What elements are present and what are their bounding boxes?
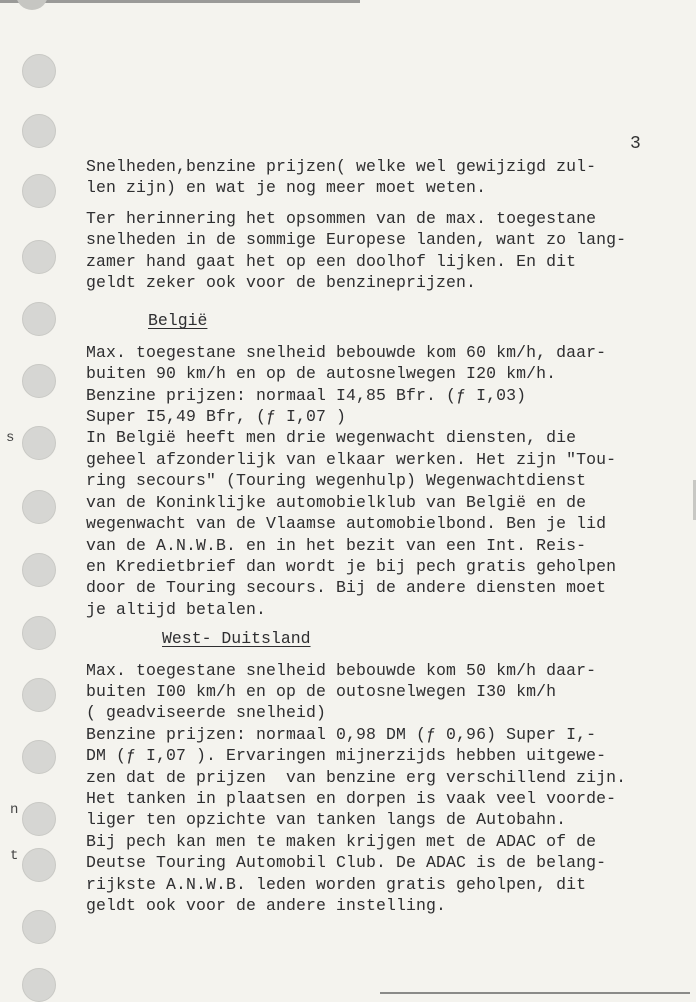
text-line: geldt zeker ook voor de benzineprijzen. <box>86 273 477 293</box>
text-line: DM (ƒ I,07 ). Ervaringen mijnerzijds hebben uitgewe- <box>86 746 607 766</box>
binder-hole <box>22 364 56 398</box>
text-line: buiten 90 km/h en op de autosnelwegen I20 km/h. <box>86 364 557 384</box>
binder-hole <box>22 802 56 836</box>
binder-hole <box>22 240 56 274</box>
binder-hole <box>22 848 56 882</box>
text-line: zen dat de prijzen van benzine erg verschillend zijn. <box>86 767 627 787</box>
binder-hole <box>22 910 56 944</box>
text-line: Deutse Touring Automobil Club. De ADAC is de belang- <box>86 853 607 873</box>
binder-hole <box>22 174 56 208</box>
text-line: Benzine prijzen: normaal 0,98 DM (ƒ 0,96) Super I,- <box>86 724 597 744</box>
page-number: 3 <box>630 134 641 154</box>
binder-hole <box>22 968 56 1002</box>
text-line: en Kredietbrief dan wordt je bij pech gratis geholpen <box>86 556 617 576</box>
binder-hole <box>22 54 56 88</box>
text-line: Max. toegestane snelheid bebouwde kom 50 km/h daar- <box>86 660 597 680</box>
binder-hole <box>22 678 56 712</box>
margin-mark: n <box>10 802 19 818</box>
text-line: Benzine prijzen: normaal I4,85 Bfr. (ƒ I,03) <box>86 385 527 405</box>
text-line: zamer hand gaat het op een doolhof lijken. En dit <box>86 251 577 271</box>
text-line: rijkste A.N.W.B. leden worden gratis geholpen, dit <box>86 874 587 894</box>
text-line: snelheden in de sommige Europese landen, want zo lang- <box>86 230 627 250</box>
text-line: door de Touring secours. Bij de andere diensten moet <box>86 578 607 598</box>
binder-hole <box>22 740 56 774</box>
binder-hole <box>22 302 56 336</box>
binder-hole-partial <box>16 0 48 10</box>
text-line: geheel afzonderlijk van elkaar werken. Het zijn "Tou- <box>86 449 617 469</box>
text-line: van de A.N.W.B. en in het bezit van een Int. Reis- <box>86 535 587 555</box>
text-line: ring secours" (Touring wegenhulp) Wegenwachtdienst <box>86 471 587 491</box>
body-text <box>86 156 666 916</box>
text-line: Max. toegestane snelheid bebouwde kom 60 km/h, daar- <box>86 342 607 362</box>
binder-hole <box>22 114 56 148</box>
binder-hole <box>22 426 56 460</box>
text-line: Super I5,49 Bfr, (ƒ I,07 ) <box>86 407 347 427</box>
top-paper-edge <box>0 0 360 3</box>
text-line: In België heeft men drie wegenwacht diensten, die <box>86 428 577 448</box>
text-line: geldt ook voor de andere instelling. <box>86 896 447 915</box>
text-line: Het tanken in plaatsen en dorpen is vaak veel voorde- <box>86 788 617 808</box>
text-line: ( geadviseerde snelheid) <box>86 703 327 723</box>
text-line: Ter herinnering het opsommen van de max. toegestane <box>86 208 597 228</box>
text-line: Snelheden,benzine prijzen( welke wel gewijzigd zul- <box>86 157 597 176</box>
text-line: wegenwacht van de Vlaamse automobielbond. Ben je lid <box>86 514 607 534</box>
margin-mark: s <box>6 430 15 446</box>
binder-hole <box>22 553 56 587</box>
text-line: je altijd betalen. <box>86 599 267 619</box>
text-line: buiten I00 km/h en op de outosnelwegen I30 km/h <box>86 681 557 701</box>
bottom-paper-edge <box>380 992 690 994</box>
binder-hole <box>22 616 56 650</box>
text-line: Bij pech kan men te maken krijgen met de ADAC of de <box>86 831 597 851</box>
text-line: liger ten opzichte van tanken langs de Autobahn. <box>86 810 567 830</box>
text-line: len zijn) en wat je nog meer moet weten. <box>86 178 487 198</box>
text-line: van de Koninklijke automobielklub van België en de <box>86 492 587 512</box>
section-heading-belgie: België <box>148 311 208 331</box>
section-heading-west-duitsland: West- Duitsland <box>162 629 311 649</box>
binder-hole <box>22 490 56 524</box>
margin-mark: t <box>10 848 19 864</box>
